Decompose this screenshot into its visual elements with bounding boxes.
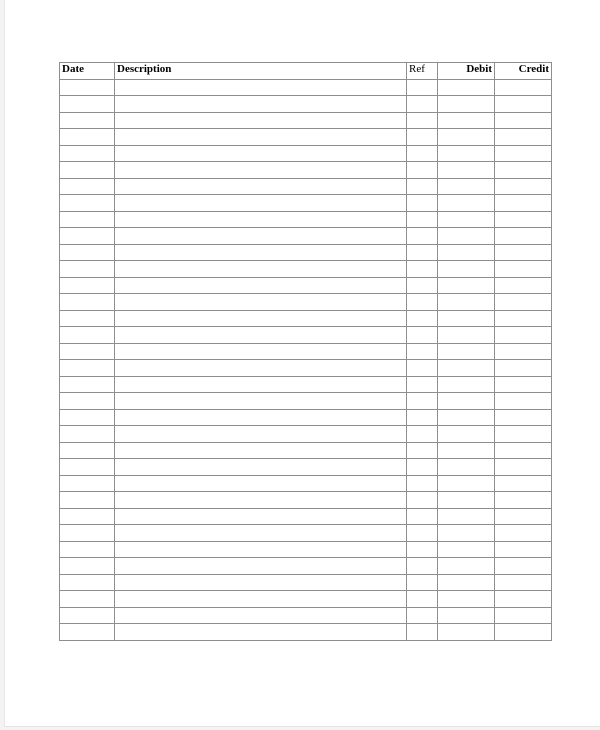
cell-debit [438, 261, 495, 278]
cell-debit [438, 508, 495, 525]
table-row [60, 310, 552, 327]
table-row [60, 459, 552, 476]
cell-debit [438, 409, 495, 426]
cell-debit [438, 96, 495, 113]
cell-ref [407, 376, 438, 393]
table-row [60, 475, 552, 492]
cell-credit [495, 310, 552, 327]
table-row [60, 426, 552, 443]
cell-description [115, 195, 407, 212]
cell-date [60, 195, 115, 212]
cell-date [60, 360, 115, 377]
cell-description [115, 360, 407, 377]
cell-ref [407, 492, 438, 509]
cell-description [115, 475, 407, 492]
cell-ref [407, 508, 438, 525]
cell-ref [407, 442, 438, 459]
cell-description [115, 96, 407, 113]
cell-date [60, 310, 115, 327]
table-row [60, 178, 552, 195]
cell-debit [438, 558, 495, 575]
table-row [60, 492, 552, 509]
cell-ref [407, 327, 438, 344]
table-row [60, 624, 552, 641]
column-header-date: Date [60, 63, 115, 80]
cell-date [60, 459, 115, 476]
column-header-credit: Credit [495, 63, 552, 80]
table-row [60, 393, 552, 410]
cell-ref [407, 112, 438, 129]
cell-ref [407, 96, 438, 113]
table-row [60, 607, 552, 624]
table-row [60, 96, 552, 113]
cell-credit [495, 162, 552, 179]
cell-debit [438, 327, 495, 344]
table-row [60, 508, 552, 525]
cell-description [115, 310, 407, 327]
cell-debit [438, 475, 495, 492]
cell-debit [438, 343, 495, 360]
cell-credit [495, 327, 552, 344]
cell-ref [407, 178, 438, 195]
cell-credit [495, 277, 552, 294]
cell-credit [495, 145, 552, 162]
cell-debit [438, 360, 495, 377]
document-page [4, 0, 600, 727]
table-row [60, 195, 552, 212]
cell-debit [438, 426, 495, 443]
cell-debit [438, 492, 495, 509]
cell-ref [407, 195, 438, 212]
cell-description [115, 327, 407, 344]
cell-ref [407, 277, 438, 294]
cell-date [60, 145, 115, 162]
cell-date [60, 525, 115, 542]
table-row [60, 112, 552, 129]
cell-debit [438, 277, 495, 294]
cell-date [60, 607, 115, 624]
cell-description [115, 294, 407, 311]
table-row [60, 277, 552, 294]
cell-description [115, 277, 407, 294]
ledger-table [59, 62, 552, 641]
cell-description [115, 261, 407, 278]
cell-date [60, 475, 115, 492]
cell-ref [407, 145, 438, 162]
cell-credit [495, 376, 552, 393]
cell-ref [407, 475, 438, 492]
table-row [60, 261, 552, 278]
cell-date [60, 96, 115, 113]
cell-credit [495, 178, 552, 195]
cell-description [115, 607, 407, 624]
cell-credit [495, 508, 552, 525]
cell-debit [438, 574, 495, 591]
cell-credit [495, 607, 552, 624]
cell-date [60, 277, 115, 294]
cell-description [115, 211, 407, 228]
cell-credit [495, 459, 552, 476]
cell-date [60, 624, 115, 641]
column-header-debit: Debit [438, 63, 495, 80]
cell-ref [407, 343, 438, 360]
cell-description [115, 492, 407, 509]
table-row [60, 327, 552, 344]
table-row [60, 294, 552, 311]
cell-credit [495, 475, 552, 492]
cell-credit [495, 244, 552, 261]
cell-date [60, 393, 115, 410]
table-row [60, 525, 552, 542]
cell-credit [495, 541, 552, 558]
cell-date [60, 541, 115, 558]
cell-ref [407, 409, 438, 426]
cell-ref [407, 294, 438, 311]
cell-date [60, 558, 115, 575]
cell-description [115, 591, 407, 608]
table-row [60, 211, 552, 228]
column-header-ref: Ref [407, 63, 438, 80]
cell-credit [495, 574, 552, 591]
table-row [60, 591, 552, 608]
table-row [60, 574, 552, 591]
cell-date [60, 162, 115, 179]
cell-credit [495, 591, 552, 608]
cell-date [60, 211, 115, 228]
cell-credit [495, 129, 552, 146]
cell-description [115, 525, 407, 542]
table-row [60, 145, 552, 162]
cell-debit [438, 145, 495, 162]
cell-credit [495, 195, 552, 212]
cell-debit [438, 525, 495, 542]
cell-debit [438, 607, 495, 624]
cell-debit [438, 178, 495, 195]
cell-date [60, 129, 115, 146]
cell-debit [438, 162, 495, 179]
cell-ref [407, 574, 438, 591]
cell-ref [407, 162, 438, 179]
ledger-body [60, 79, 552, 640]
table-row [60, 162, 552, 179]
cell-debit [438, 624, 495, 641]
cell-ref [407, 211, 438, 228]
cell-date [60, 244, 115, 261]
cell-credit [495, 492, 552, 509]
cell-debit [438, 244, 495, 261]
cell-date [60, 261, 115, 278]
cell-ref [407, 129, 438, 146]
cell-credit [495, 79, 552, 96]
cell-description [115, 228, 407, 245]
cell-ref [407, 525, 438, 542]
cell-ref [407, 228, 438, 245]
cell-credit [495, 360, 552, 377]
cell-ref [407, 607, 438, 624]
cell-ref [407, 79, 438, 96]
cell-date [60, 178, 115, 195]
cell-description [115, 112, 407, 129]
cell-description [115, 558, 407, 575]
cell-description [115, 129, 407, 146]
cell-credit [495, 294, 552, 311]
cell-date [60, 409, 115, 426]
cell-description [115, 79, 407, 96]
cell-description [115, 178, 407, 195]
cell-description [115, 508, 407, 525]
cell-debit [438, 459, 495, 476]
table-row [60, 228, 552, 245]
cell-credit [495, 442, 552, 459]
cell-date [60, 442, 115, 459]
cell-date [60, 79, 115, 96]
cell-ref [407, 591, 438, 608]
cell-date [60, 112, 115, 129]
cell-date [60, 294, 115, 311]
cell-ref [407, 426, 438, 443]
cell-debit [438, 310, 495, 327]
cell-ref [407, 261, 438, 278]
cell-date [60, 508, 115, 525]
cell-description [115, 145, 407, 162]
cell-description [115, 376, 407, 393]
cell-ref [407, 558, 438, 575]
cell-ref [407, 310, 438, 327]
table-row [60, 558, 552, 575]
cell-debit [438, 228, 495, 245]
cell-debit [438, 129, 495, 146]
cell-description [115, 244, 407, 261]
cell-ref [407, 360, 438, 377]
cell-ref [407, 624, 438, 641]
table-row [60, 442, 552, 459]
cell-credit [495, 211, 552, 228]
cell-credit [495, 261, 552, 278]
cell-ref [407, 244, 438, 261]
cell-description [115, 442, 407, 459]
cell-ref [407, 393, 438, 410]
column-header-description: Description [115, 63, 407, 80]
cell-debit [438, 195, 495, 212]
cell-description [115, 574, 407, 591]
cell-ref [407, 541, 438, 558]
cell-credit [495, 96, 552, 113]
cell-credit [495, 112, 552, 129]
cell-credit [495, 228, 552, 245]
cell-description [115, 459, 407, 476]
table-row [60, 541, 552, 558]
table-row [60, 79, 552, 96]
cell-description [115, 343, 407, 360]
cell-description [115, 393, 407, 410]
cell-debit [438, 591, 495, 608]
cell-credit [495, 343, 552, 360]
cell-debit [438, 112, 495, 129]
cell-description [115, 426, 407, 443]
cell-description [115, 624, 407, 641]
cell-date [60, 426, 115, 443]
cell-credit [495, 393, 552, 410]
table-row [60, 343, 552, 360]
table-row [60, 129, 552, 146]
cell-credit [495, 558, 552, 575]
table-row [60, 360, 552, 377]
cell-date [60, 228, 115, 245]
cell-description [115, 162, 407, 179]
cell-credit [495, 426, 552, 443]
table-row [60, 244, 552, 261]
cell-debit [438, 442, 495, 459]
cell-date [60, 376, 115, 393]
table-row [60, 376, 552, 393]
cell-credit [495, 624, 552, 641]
cell-debit [438, 79, 495, 96]
cell-date [60, 343, 115, 360]
cell-credit [495, 409, 552, 426]
cell-debit [438, 211, 495, 228]
cell-credit [495, 525, 552, 542]
cell-date [60, 327, 115, 344]
cell-date [60, 492, 115, 509]
cell-debit [438, 376, 495, 393]
cell-description [115, 541, 407, 558]
cell-debit [438, 294, 495, 311]
cell-description [115, 409, 407, 426]
cell-ref [407, 459, 438, 476]
cell-debit [438, 541, 495, 558]
cell-date [60, 574, 115, 591]
cell-date [60, 591, 115, 608]
table-row [60, 409, 552, 426]
ledger-header-row [60, 63, 552, 80]
cell-debit [438, 393, 495, 410]
